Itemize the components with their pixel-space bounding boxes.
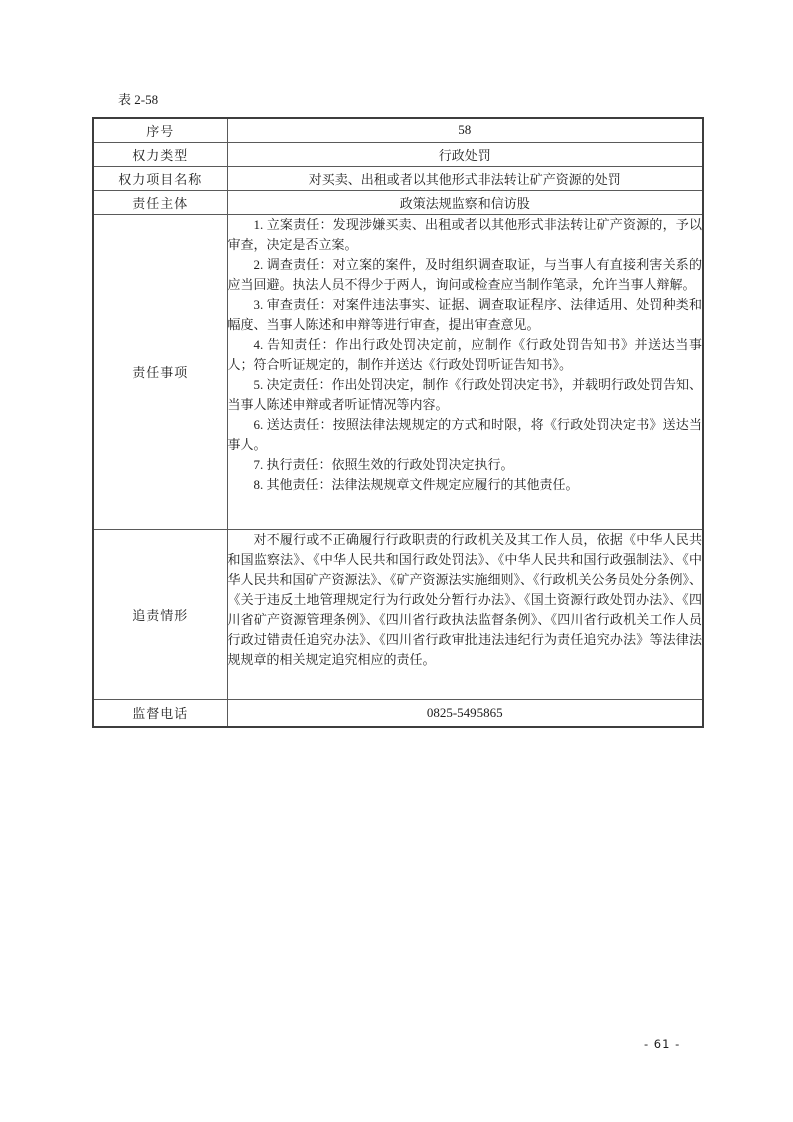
duty-item-1: 1. 立案责任：发现涉嫌买卖、出租或者以其他形式非法转让矿产资源的，予以审查，决定是否立案。 xyxy=(227,216,702,252)
table-row-accountability xyxy=(93,529,703,699)
duty-item-8: 8. 其他责任：法律法规规章文件规定应履行的其他责任。 xyxy=(253,476,579,492)
duty-item-5: 5. 决定责任：作出处罚决定，制作《行政处罚决定书》，并载明行政处罚告知、当事人陈述申辩或者听证情况等内容。 xyxy=(227,376,703,412)
supervision-phone-value: 0825-5495865 xyxy=(227,699,703,727)
responsible-body-label: 责任主体 xyxy=(93,190,227,214)
duty-matters-content xyxy=(227,214,703,529)
accountability-text: 对不履行或不正确履行行政职责的行政机关及其工作人员，依据《中华人民共和国监察法》、《中华人民共和国行政处罚法》、《中华人民共和国行政强制法》、《中华人民共和国矿产资源法》、《矿产资源法实施细则》、《行政机关公务员处分条例》、《关于违反土地管理规定行为行政处分暂行办法》、《国土资源行政处罚办法》、《四川省矿产资源管理条例》、《四川省行政执法监督条例》、《四川省行政机关工作人员行政过错责任追究办法》、《四川省行政审批违法违纪行为责任追究办法》等法律法规规章的相关规定追究相应的责任。 xyxy=(227,531,703,667)
duty-item-2: 2. 调查责任：对立案的案件，及时组织调查取证，与当事人有直接利害关系的应当回避。执法人员不得少于两人，询问或检查应当制作笔录，允许当事人辩解。 xyxy=(227,256,702,292)
table-row-power-type xyxy=(93,142,703,166)
power-type-value: 行政处罚 xyxy=(227,142,703,166)
table-row-supervision-phone xyxy=(93,699,703,727)
supervision-phone-label: 监督电话 xyxy=(93,699,227,727)
power-type-label: 权力类型 xyxy=(93,142,227,166)
table-row-power-item-name xyxy=(93,166,703,190)
power-item-name-label: 权力项目名称 xyxy=(93,166,227,190)
duty-item-4: 4. 告知责任：作出行政处罚决定前，应制作《行政处罚告知书》并送达当事人；符合听证规定的，制作并送达《行政处罚听证告知书》。 xyxy=(227,336,702,372)
table-row-responsible-body xyxy=(93,190,703,214)
serial-value: 58 xyxy=(227,118,703,142)
table-row-serial xyxy=(93,118,703,142)
serial-label: 序号 xyxy=(93,118,227,142)
power-duty-table xyxy=(92,117,704,728)
responsible-body-value: 政策法规监察和信访股 xyxy=(227,190,703,214)
table-row-duty-matters xyxy=(93,214,703,529)
power-item-name-value: 对买卖、出租或者以其他形式非法转让矿产资源的处罚 xyxy=(227,166,703,190)
duty-matters-label: 责任事项 xyxy=(93,214,227,529)
duty-item-3: 3. 审查责任：对案件违法事实、证据、调查取证程序、法律适用、处罚种类和幅度、当事人陈述和申辩等进行审查，提出审查意见。 xyxy=(227,296,702,332)
duty-item-7: 7. 执行责任：依照生效的行政处罚决定执行。 xyxy=(253,456,514,472)
page-number: - 61 - xyxy=(644,1037,681,1051)
duty-item-6: 6. 送达责任：按照法律法规规定的方式和时限，将《行政处罚决定书》送达当事人。 xyxy=(227,416,702,452)
table-caption: 表 2-58 xyxy=(118,92,159,107)
accountability-content xyxy=(227,529,703,699)
accountability-label: 追责情形 xyxy=(93,529,227,699)
